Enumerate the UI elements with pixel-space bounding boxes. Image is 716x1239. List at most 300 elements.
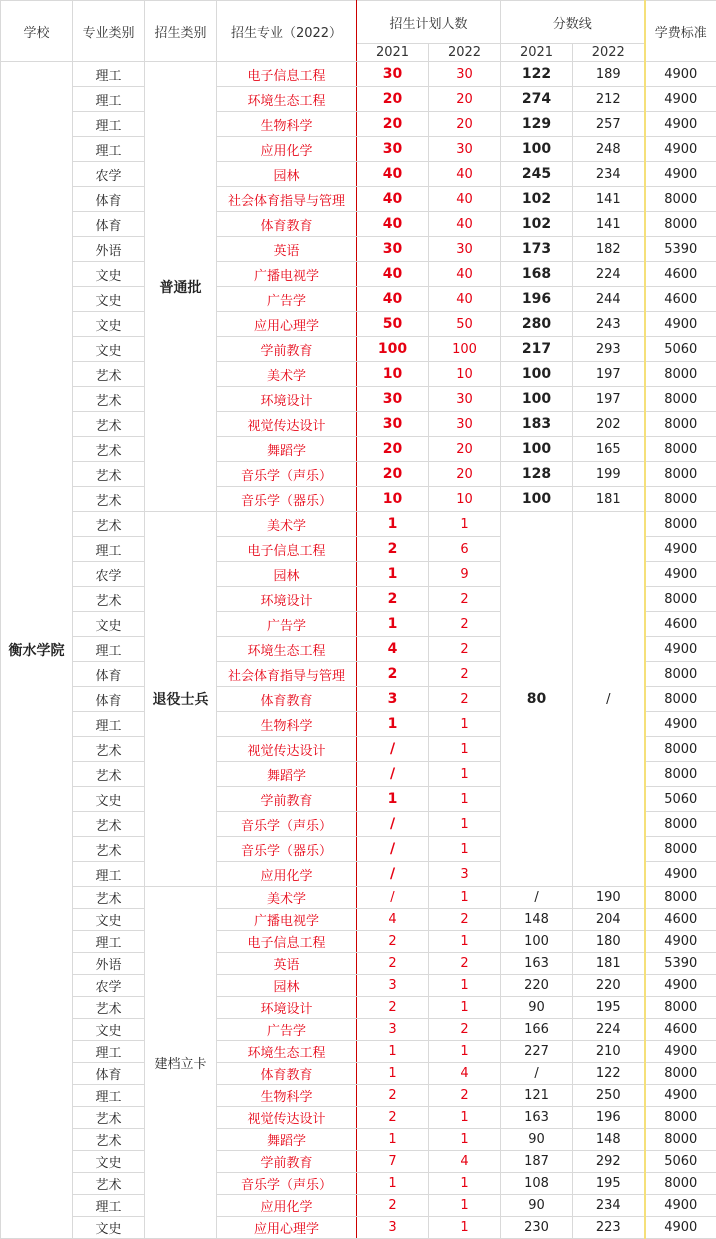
score-2022-cell: 224 [573,1019,645,1041]
fee-cell: 8000 [645,412,716,437]
score-2021-cell: 173 [501,237,573,262]
fee-cell: 4900 [645,137,716,162]
score-2021-cell: 148 [501,909,573,931]
plan-2021-cell: 2 [357,662,429,687]
table-row [1,1107,716,1129]
fee-cell: 8000 [645,997,716,1019]
fee-cell: 4900 [645,162,716,187]
header-plan-2021: 2021 [357,44,429,62]
score-2022-cell: 292 [573,1151,645,1173]
score-2022-cell: 224 [573,262,645,287]
major-name-cell: 社会体育指导与管理 [217,662,357,687]
header-major: 招生专业（2022） [217,1,357,62]
plan-2021-cell: 1 [357,1041,429,1063]
header-plan-2022: 2022 [429,44,501,62]
admission-type-cell: 普通批 [145,62,217,512]
plan-2021-cell: 20 [357,112,429,137]
plan-2021-cell: 2 [357,587,429,612]
score-2021-cell: 217 [501,337,573,362]
plan-2022-cell: 40 [429,162,501,187]
major-type-cell: 文史 [73,1151,145,1173]
plan-2022-cell: 2 [429,687,501,712]
major-name-cell: 广告学 [217,612,357,637]
major-type-cell: 理工 [73,1085,145,1107]
plan-2022-cell: 2 [429,953,501,975]
major-type-cell: 文史 [73,1217,145,1239]
major-name-cell: 美术学 [217,512,357,537]
plan-2021-cell: 2 [357,953,429,975]
plan-2022-cell: 2 [429,637,501,662]
table-row [1,337,716,362]
score-2022-cell: 197 [573,362,645,387]
major-type-cell: 理工 [73,862,145,887]
score-2021-cell: 196 [501,287,573,312]
fee-cell: 8000 [645,837,716,862]
plan-2022-cell: 40 [429,287,501,312]
major-type-cell: 理工 [73,537,145,562]
plan-2021-cell: 2 [357,1107,429,1129]
table-row [1,287,716,312]
table-row [1,1173,716,1195]
table-row [1,487,716,512]
header-score-2021: 2021 [501,44,573,62]
major-type-cell: 艺术 [73,887,145,909]
major-name-cell: 广播电视学 [217,909,357,931]
header-admission-type: 招生类别 [145,1,217,62]
major-name-cell: 环境设计 [217,997,357,1019]
score-2021-cell: 274 [501,87,573,112]
major-name-cell: 电子信息工程 [217,62,357,87]
plan-2021-cell: 2 [357,997,429,1019]
fee-cell: 8000 [645,887,716,909]
score-2022-cell: 141 [573,187,645,212]
fee-cell: 8000 [645,662,716,687]
fee-cell: 8000 [645,362,716,387]
major-type-cell: 体育 [73,662,145,687]
plan-2022-cell: 1 [429,837,501,862]
score-2022-cell: 181 [573,487,645,512]
score-2022-cell: 234 [573,162,645,187]
major-name-cell: 生物科学 [217,1085,357,1107]
major-name-cell: 音乐学（声乐） [217,1173,357,1195]
score-2021-cell: 128 [501,462,573,487]
plan-2022-cell: 20 [429,87,501,112]
plan-2022-cell: 1 [429,1217,501,1239]
score-2022-cell: 197 [573,387,645,412]
plan-2022-cell: 1 [429,737,501,762]
major-name-cell: 美术学 [217,887,357,909]
major-name-cell: 美术学 [217,362,357,387]
fee-cell: 5060 [645,337,716,362]
major-name-cell: 环境生态工程 [217,87,357,112]
table-row [1,387,716,412]
major-type-cell: 体育 [73,1063,145,1085]
major-type-cell: 文史 [73,1019,145,1041]
major-name-cell: 应用心理学 [217,1217,357,1239]
admission-type-cell: 退役士兵 [145,512,217,887]
plan-2021-cell: 1 [357,1063,429,1085]
major-name-cell: 舞蹈学 [217,1129,357,1151]
table-row [1,931,716,953]
major-type-cell: 理工 [73,87,145,112]
major-type-cell: 体育 [73,687,145,712]
major-name-cell: 环境生态工程 [217,1041,357,1063]
fee-cell: 4900 [645,1085,716,1107]
major-type-cell: 艺术 [73,412,145,437]
score-2021-cell: 100 [501,487,573,512]
plan-2022-cell: 2 [429,909,501,931]
major-type-cell: 艺术 [73,512,145,537]
major-name-cell: 视觉传达设计 [217,1107,357,1129]
fee-cell: 4900 [645,312,716,337]
table-row [1,1063,716,1085]
major-name-cell: 音乐学（器乐） [217,837,357,862]
fee-cell: 5060 [645,1151,716,1173]
fee-cell: 8000 [645,187,716,212]
score-2021-cell: 280 [501,312,573,337]
plan-2022-cell: 6 [429,537,501,562]
plan-2021-cell: 7 [357,1151,429,1173]
plan-2021-cell: 40 [357,212,429,237]
plan-2022-cell: 2 [429,1085,501,1107]
score-2021-cell: 220 [501,975,573,997]
plan-2022-cell: 30 [429,237,501,262]
score-2021-cell: 102 [501,212,573,237]
table-row [1,887,716,909]
plan-2022-cell: 1 [429,512,501,537]
plan-2022-cell: 100 [429,337,501,362]
fee-cell: 4900 [645,1041,716,1063]
fee-cell: 8000 [645,437,716,462]
plan-2022-cell: 1 [429,1041,501,1063]
table-row [1,312,716,337]
score-2022-cell: 210 [573,1041,645,1063]
major-type-cell: 艺术 [73,437,145,462]
table-row [1,997,716,1019]
fee-cell: 5390 [645,237,716,262]
plan-2022-cell: 1 [429,1107,501,1129]
score-2021-cell: 245 [501,162,573,187]
score-2021-cell: 100 [501,387,573,412]
major-name-cell: 电子信息工程 [217,537,357,562]
plan-2021-cell: 3 [357,1217,429,1239]
score-2022-cell: 244 [573,287,645,312]
fee-cell: 8000 [645,512,716,537]
fee-cell: 4600 [645,1019,716,1041]
score-2021-cell: 100 [501,437,573,462]
plan-2021-cell: 10 [357,362,429,387]
score-2021-cell: 166 [501,1019,573,1041]
table-row [1,162,716,187]
major-type-cell: 艺术 [73,387,145,412]
score-2022-cell: 148 [573,1129,645,1151]
major-type-cell: 文史 [73,909,145,931]
fee-cell: 4900 [645,562,716,587]
table-row [1,512,716,537]
plan-2022-cell: 2 [429,662,501,687]
score-2022-cell: 234 [573,1195,645,1217]
major-name-cell: 广播电视学 [217,262,357,287]
major-type-cell: 文史 [73,262,145,287]
header-school: 学校 [1,1,73,62]
major-type-cell: 体育 [73,212,145,237]
plan-2022-cell: 4 [429,1151,501,1173]
fee-cell: 8000 [645,1063,716,1085]
plan-2022-cell: 40 [429,212,501,237]
score-2021-cell: 100 [501,931,573,953]
plan-2021-cell: 100 [357,337,429,362]
table-row [1,87,716,112]
major-type-cell: 艺术 [73,587,145,612]
fee-cell: 5060 [645,787,716,812]
table-row [1,262,716,287]
score-2022-cell: 196 [573,1107,645,1129]
plan-2022-cell: 1 [429,762,501,787]
score-2022-cell: 293 [573,337,645,362]
score-2022-cell: / [573,512,645,887]
major-name-cell: 生物科学 [217,112,357,137]
plan-2022-cell: 1 [429,1129,501,1151]
header-fee: 学费标准 [645,1,716,62]
plan-2021-cell: 2 [357,931,429,953]
plan-2021-cell: 3 [357,687,429,712]
major-name-cell: 视觉传达设计 [217,412,357,437]
plan-2021-cell: 3 [357,1019,429,1041]
score-2021-cell: 102 [501,187,573,212]
plan-2022-cell: 30 [429,412,501,437]
major-name-cell: 园林 [217,162,357,187]
table-row [1,137,716,162]
table-row [1,975,716,997]
major-type-cell: 艺术 [73,487,145,512]
score-2021-cell: 187 [501,1151,573,1173]
major-name-cell: 学前教育 [217,787,357,812]
plan-2022-cell: 1 [429,975,501,997]
major-name-cell: 应用心理学 [217,312,357,337]
major-name-cell: 广告学 [217,1019,357,1041]
major-type-cell: 理工 [73,1041,145,1063]
fee-cell: 4900 [645,637,716,662]
score-2022-cell: 243 [573,312,645,337]
plan-2022-cell: 20 [429,462,501,487]
plan-2021-cell: 2 [357,1195,429,1217]
table-row [1,909,716,931]
score-2022-cell: 189 [573,62,645,87]
score-2022-cell: 257 [573,112,645,137]
table-row [1,237,716,262]
score-2022-cell: 220 [573,975,645,997]
plan-2021-cell: 50 [357,312,429,337]
plan-2022-cell: 40 [429,187,501,212]
fee-cell: 8000 [645,387,716,412]
plan-2022-cell: 1 [429,787,501,812]
fee-cell: 4900 [645,1217,716,1239]
major-type-cell: 理工 [73,637,145,662]
major-name-cell: 应用化学 [217,1195,357,1217]
plan-2022-cell: 10 [429,487,501,512]
major-type-cell: 体育 [73,187,145,212]
score-2021-cell: 122 [501,62,573,87]
table-row [1,1019,716,1041]
fee-cell: 4900 [645,537,716,562]
plan-2021-cell: / [357,837,429,862]
header-plan: 招生计划人数 [357,1,501,44]
plan-2021-cell: 1 [357,612,429,637]
score-2022-cell: 182 [573,237,645,262]
major-name-cell: 英语 [217,953,357,975]
major-type-cell: 艺术 [73,762,145,787]
plan-2021-cell: / [357,762,429,787]
table-row [1,212,716,237]
major-name-cell: 音乐学（声乐） [217,462,357,487]
plan-2021-cell: 1 [357,562,429,587]
fee-cell: 4900 [645,62,716,87]
score-2021-cell: 90 [501,997,573,1019]
major-type-cell: 文史 [73,312,145,337]
fee-cell: 4900 [645,1195,716,1217]
fee-cell: 8000 [645,587,716,612]
school-name-cell: 衡水学院 [1,62,73,1239]
major-type-cell: 理工 [73,112,145,137]
score-2021-cell: 227 [501,1041,573,1063]
header-score-2022: 2022 [573,44,645,62]
major-name-cell: 环境设计 [217,587,357,612]
plan-2021-cell: 30 [357,137,429,162]
major-name-cell: 社会体育指导与管理 [217,187,357,212]
header-score: 分数线 [501,1,645,44]
major-type-cell: 理工 [73,1195,145,1217]
plan-2021-cell: / [357,812,429,837]
major-name-cell: 应用化学 [217,137,357,162]
score-2021-cell: 108 [501,1173,573,1195]
major-type-cell: 外语 [73,237,145,262]
fee-cell: 5390 [645,953,716,975]
score-2022-cell: 202 [573,412,645,437]
major-name-cell: 体育教育 [217,1063,357,1085]
fee-cell: 4600 [645,287,716,312]
major-name-cell: 园林 [217,562,357,587]
fee-cell: 4600 [645,612,716,637]
score-2022-cell: 165 [573,437,645,462]
plan-2021-cell: 2 [357,1085,429,1107]
major-type-cell: 理工 [73,712,145,737]
table-row [1,412,716,437]
score-2022-cell: 248 [573,137,645,162]
major-name-cell: 广告学 [217,287,357,312]
score-2021-cell: 163 [501,953,573,975]
major-type-cell: 文史 [73,337,145,362]
score-2021-cell: 183 [501,412,573,437]
major-name-cell: 园林 [217,975,357,997]
score-2021-cell: / [501,1063,573,1085]
score-2021-cell: 230 [501,1217,573,1239]
plan-2021-cell: 30 [357,62,429,87]
table-row [1,1041,716,1063]
major-type-cell: 艺术 [73,1129,145,1151]
major-name-cell: 电子信息工程 [217,931,357,953]
plan-2022-cell: 1 [429,931,501,953]
plan-2021-cell: / [357,862,429,887]
plan-2022-cell: 3 [429,862,501,887]
major-name-cell: 英语 [217,237,357,262]
score-2022-cell: 223 [573,1217,645,1239]
table-row [1,62,716,87]
major-name-cell: 体育教育 [217,212,357,237]
fee-cell: 8000 [645,1173,716,1195]
plan-2021-cell: 4 [357,637,429,662]
score-2021-cell: 121 [501,1085,573,1107]
major-name-cell: 视觉传达设计 [217,737,357,762]
plan-2021-cell: 20 [357,462,429,487]
plan-2022-cell: 20 [429,437,501,462]
plan-2022-cell: 2 [429,587,501,612]
table-row [1,187,716,212]
major-type-cell: 农学 [73,162,145,187]
plan-2021-cell: 40 [357,287,429,312]
major-name-cell: 环境设计 [217,387,357,412]
plan-2021-cell: 1 [357,1129,429,1151]
plan-2021-cell: 1 [357,712,429,737]
score-2021-cell: 90 [501,1195,573,1217]
fee-cell: 4900 [645,712,716,737]
major-type-cell: 文史 [73,787,145,812]
plan-2022-cell: 10 [429,362,501,387]
plan-2022-cell: 40 [429,262,501,287]
major-type-cell: 艺术 [73,362,145,387]
major-name-cell: 音乐学（器乐） [217,487,357,512]
fee-cell: 8000 [645,737,716,762]
plan-2021-cell: 40 [357,162,429,187]
score-2022-cell: 180 [573,931,645,953]
score-2021-cell: 168 [501,262,573,287]
plan-2021-cell: 20 [357,437,429,462]
header-major-type: 专业类别 [73,1,145,62]
score-2021-cell: 100 [501,137,573,162]
major-name-cell: 音乐学（声乐） [217,812,357,837]
fee-cell: 8000 [645,687,716,712]
score-2021-cell: 90 [501,1129,573,1151]
score-2021-cell: 163 [501,1107,573,1129]
table-row [1,112,716,137]
plan-2022-cell: 30 [429,387,501,412]
major-type-cell: 艺术 [73,462,145,487]
major-type-cell: 艺术 [73,997,145,1019]
major-name-cell: 应用化学 [217,862,357,887]
major-name-cell: 学前教育 [217,337,357,362]
plan-2022-cell: 20 [429,112,501,137]
fee-cell: 8000 [645,212,716,237]
table-row [1,1151,716,1173]
plan-2021-cell: 40 [357,262,429,287]
score-2022-cell: 212 [573,87,645,112]
fee-cell: 4900 [645,862,716,887]
plan-2022-cell: 30 [429,137,501,162]
plan-2021-cell: 1 [357,1173,429,1195]
score-2022-cell: 204 [573,909,645,931]
plan-2021-cell: 3 [357,975,429,997]
admission-type-cell: 建档立卡 [145,887,217,1239]
score-2022-cell: 190 [573,887,645,909]
major-type-cell: 理工 [73,62,145,87]
score-2022-cell: 199 [573,462,645,487]
major-type-cell: 艺术 [73,837,145,862]
plan-2022-cell: 50 [429,312,501,337]
table-row [1,953,716,975]
plan-2021-cell: / [357,737,429,762]
major-name-cell: 舞蹈学 [217,762,357,787]
major-name-cell: 学前教育 [217,1151,357,1173]
plan-2021-cell: 30 [357,237,429,262]
